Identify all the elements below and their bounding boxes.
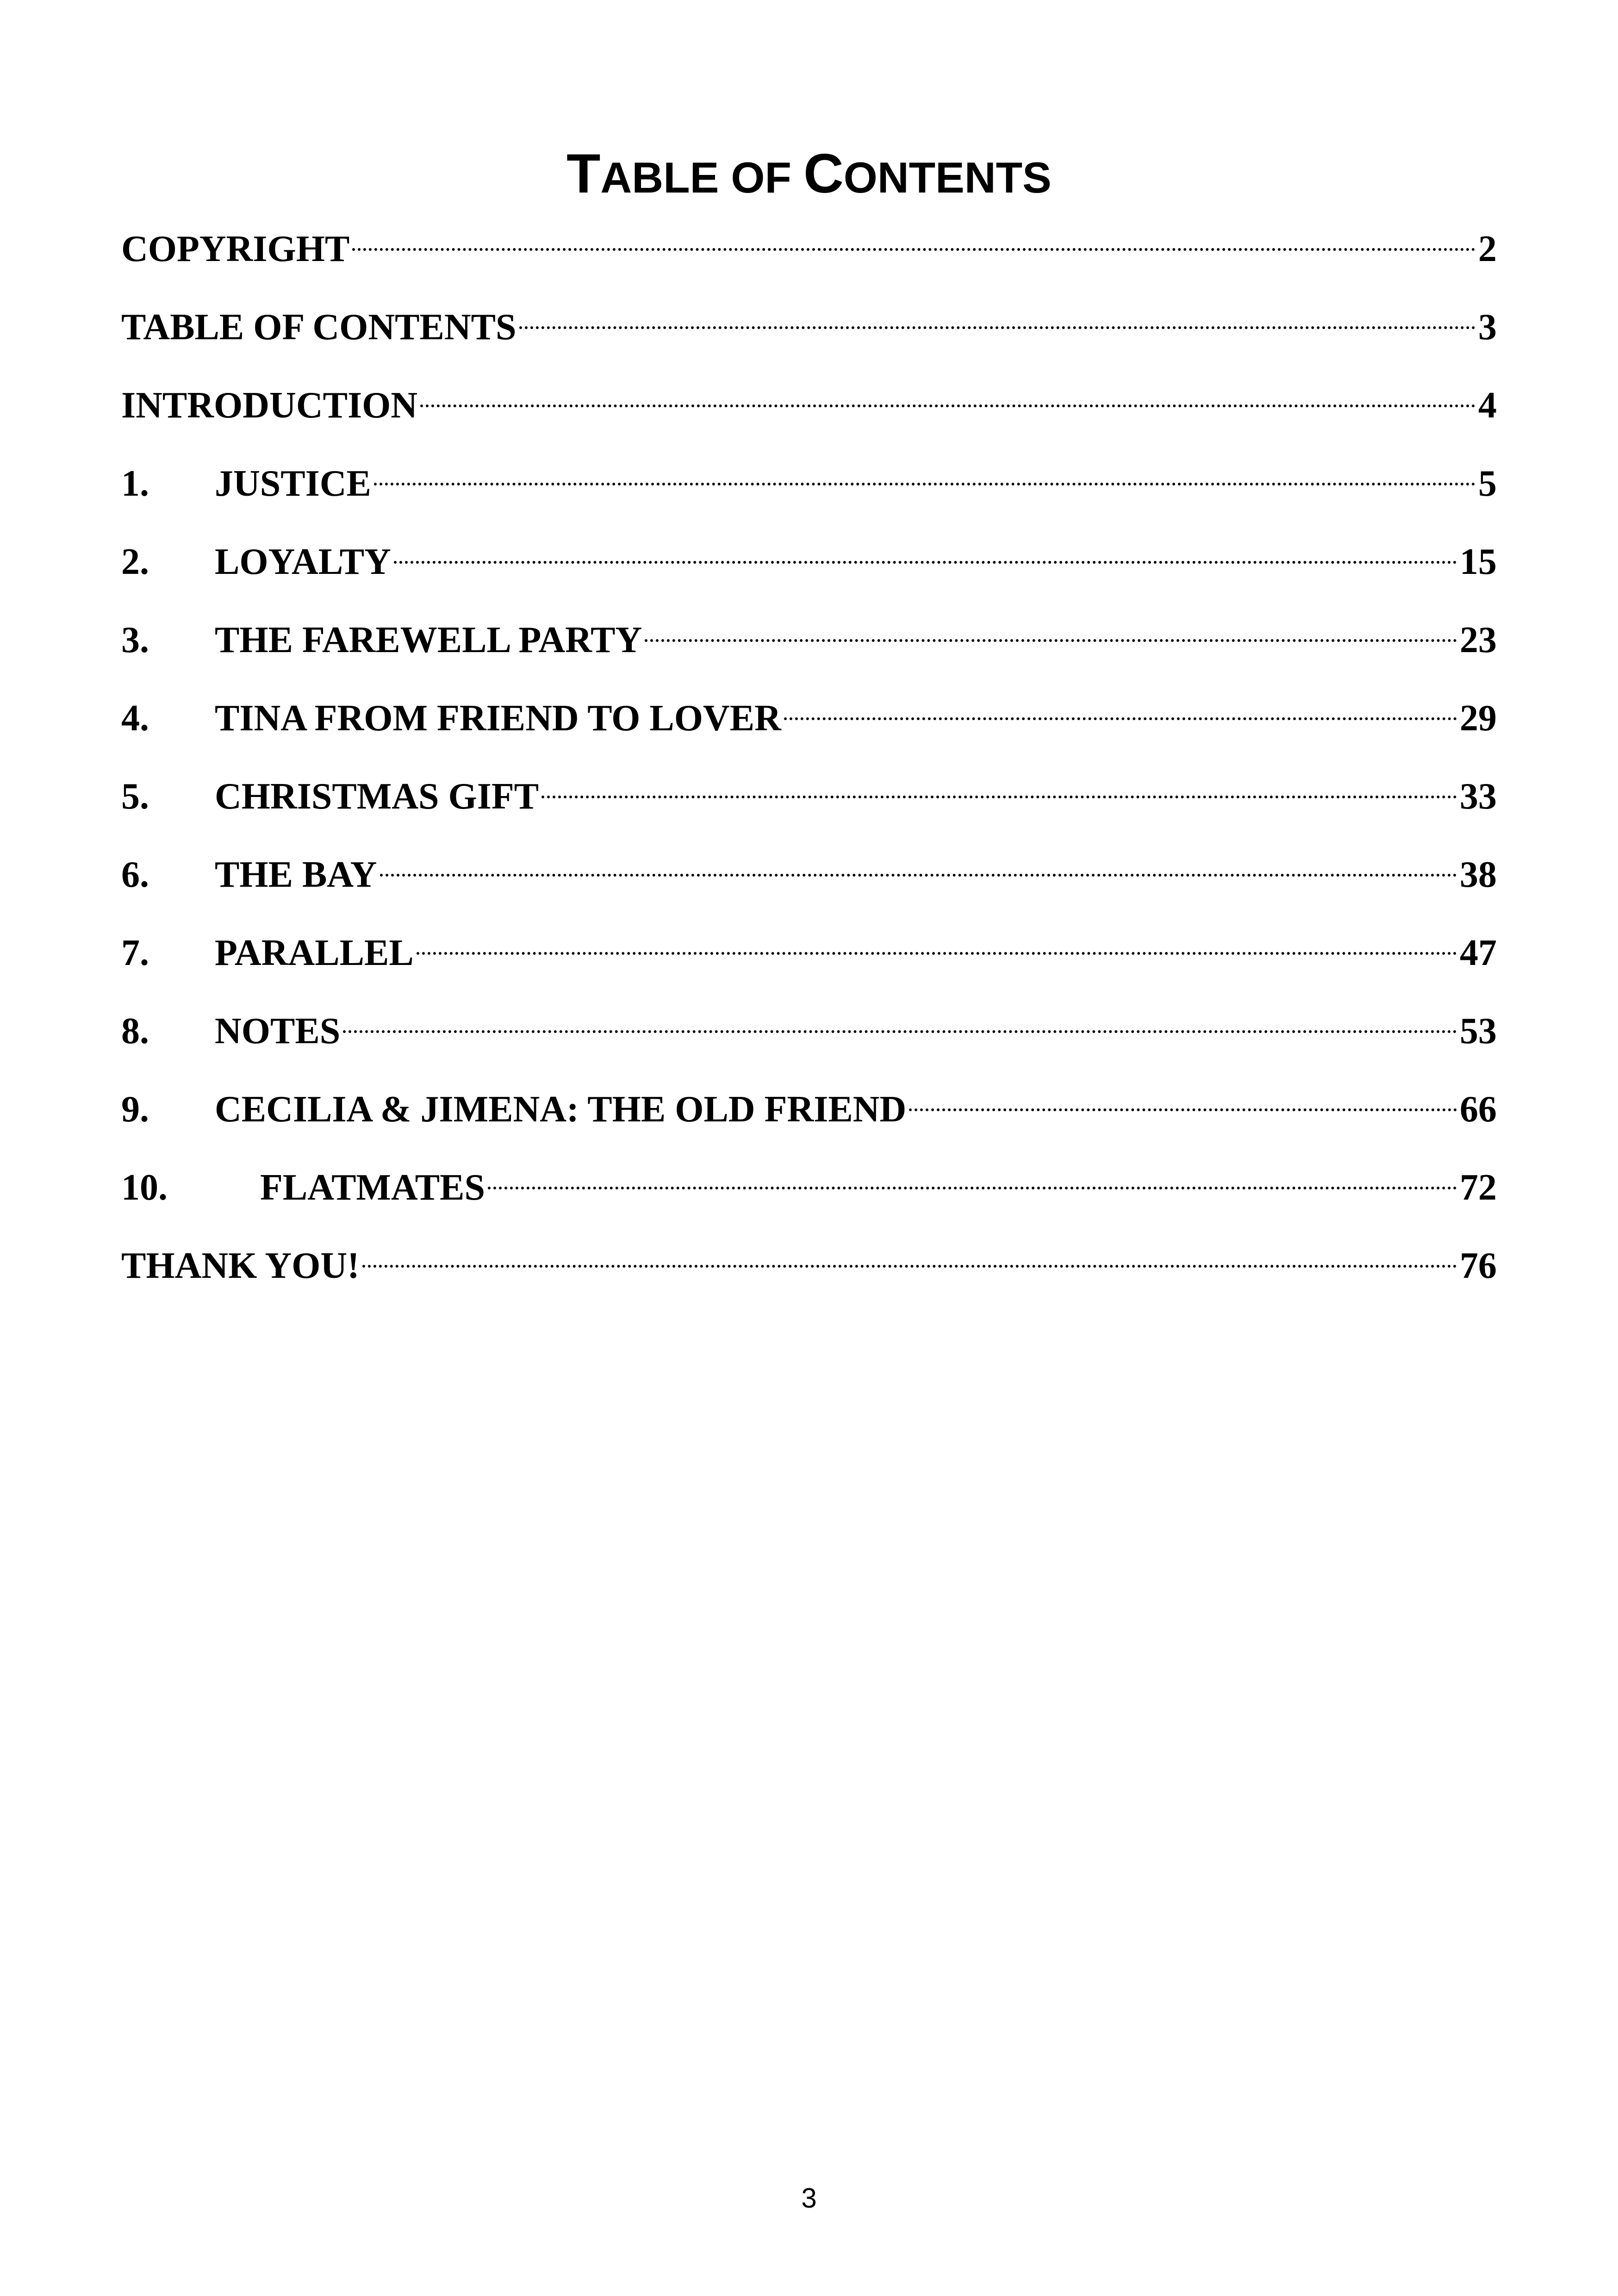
toc-entry-copyright[interactable]	[121, 215, 1497, 293]
toc-entry-the-farewell-party[interactable]	[121, 606, 1497, 684]
toc-entry-number: 2.	[121, 541, 149, 582]
toc-entry-label: CHRISTMAS GIFT	[215, 776, 539, 817]
toc-entry-number: 4.	[121, 698, 149, 739]
toc-entry-page: 72	[1460, 1167, 1497, 1208]
page-title	[0, 139, 1618, 212]
toc-entry-number: 1.	[121, 463, 149, 504]
toc-entry-page: 3	[1478, 307, 1497, 348]
toc-entry-table-of-contents[interactable]	[121, 293, 1497, 371]
toc-entry-loyalty[interactable]	[121, 528, 1497, 606]
toc-dot-leader	[417, 919, 1457, 965]
toc-entry-label: FLATMATES	[260, 1167, 485, 1208]
toc-entry-christmas-gift[interactable]	[121, 762, 1497, 840]
toc-entry-label: THANK YOU!	[121, 1245, 360, 1286]
toc-entry-page: 29	[1460, 698, 1497, 739]
toc-dot-leader	[362, 1232, 1457, 1278]
toc-entry-label: JUSTICE	[215, 463, 371, 504]
toc-dot-leader	[352, 215, 1475, 261]
toc-entry-number: 6.	[121, 854, 149, 895]
toc-entry-flatmates[interactable]	[121, 1153, 1497, 1232]
toc-entry-label: THE BAY	[215, 854, 377, 895]
table-of-contents	[121, 215, 1497, 1310]
toc-entry-page: 66	[1460, 1089, 1497, 1130]
toc-entry-introduction[interactable]	[121, 371, 1497, 449]
toc-entry-page: 33	[1460, 776, 1497, 817]
title-rest-1: ABLE OF	[600, 153, 804, 202]
toc-entry-number: 10.	[121, 1167, 168, 1208]
toc-entry-page: 4	[1478, 385, 1497, 426]
toc-dot-leader	[420, 371, 1475, 417]
toc-entry-thank-you[interactable]	[121, 1232, 1497, 1310]
toc-dot-leader	[909, 1075, 1457, 1121]
toc-dot-leader	[519, 293, 1475, 339]
toc-entry-notes[interactable]	[121, 997, 1497, 1075]
toc-entry-the-bay[interactable]	[121, 840, 1497, 919]
toc-entry-label: CECILIA & JIMENA: THE OLD FRIEND	[215, 1089, 907, 1130]
toc-entry-justice[interactable]	[121, 449, 1497, 528]
toc-entry-number: 3.	[121, 620, 149, 660]
toc-entry-page: 2	[1478, 229, 1497, 269]
toc-dot-leader	[784, 684, 1457, 730]
toc-entry-page: 76	[1460, 1245, 1497, 1286]
toc-dot-leader	[343, 997, 1457, 1043]
toc-entry-page: 38	[1460, 854, 1497, 895]
toc-entry-page: 47	[1460, 933, 1497, 973]
toc-entry-page: 5	[1478, 463, 1497, 504]
title-initial-1: T	[566, 143, 601, 205]
toc-entry-tina-from-friend-to-lover[interactable]	[121, 684, 1497, 762]
toc-entry-page: 15	[1460, 541, 1497, 582]
toc-entry-number: 9.	[121, 1089, 149, 1130]
toc-entry-label: PARALLEL	[215, 933, 414, 973]
page-number: 3	[801, 2183, 817, 2214]
title-initial-2: C	[803, 143, 844, 205]
toc-entry-label: INTRODUCTION	[121, 385, 418, 426]
toc-entry-label: NOTES	[215, 1011, 341, 1052]
toc-entry-label: TINA FROM FRIEND TO LOVER	[215, 698, 781, 739]
toc-entry-cecilia-and-jimena[interactable]	[121, 1075, 1497, 1153]
toc-entry-number: 8.	[121, 1011, 149, 1052]
toc-dot-leader	[394, 528, 1457, 574]
toc-entry-label: COPYRIGHT	[121, 229, 350, 269]
toc-dot-leader	[645, 606, 1457, 652]
toc-dot-leader	[488, 1153, 1457, 1200]
toc-entry-label: LOYALTY	[215, 541, 391, 582]
toc-entry-page: 23	[1460, 620, 1497, 660]
toc-entry-parallel[interactable]	[121, 919, 1497, 997]
toc-entry-label: TABLE OF CONTENTS	[121, 307, 517, 348]
toc-dot-leader	[541, 762, 1457, 809]
toc-entry-label: THE FAREWELL PARTY	[215, 620, 642, 660]
toc-entry-page: 53	[1460, 1011, 1497, 1052]
toc-entry-number: 5.	[121, 776, 149, 817]
toc-dot-leader	[374, 449, 1475, 496]
title-rest-2: ONTENTS	[843, 153, 1052, 202]
toc-dot-leader	[380, 840, 1457, 887]
toc-entry-number: 7.	[121, 933, 149, 973]
